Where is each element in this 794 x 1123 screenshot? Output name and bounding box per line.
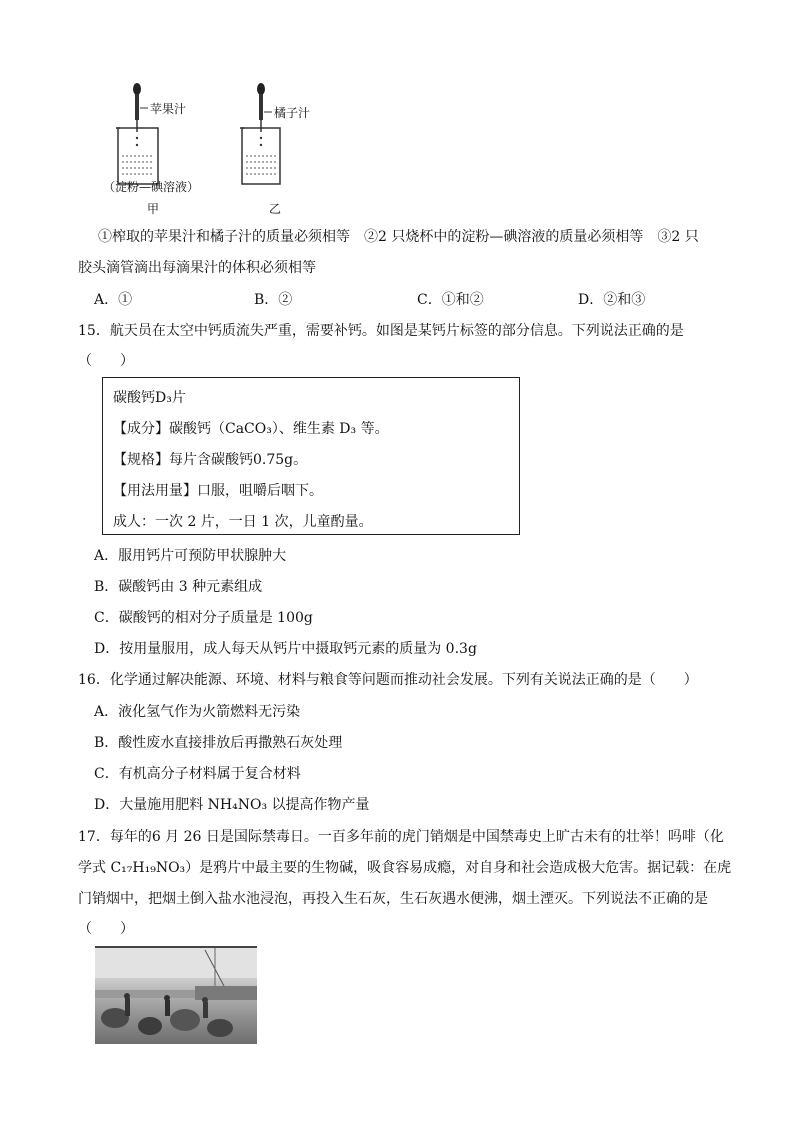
q15-option-d[interactable]: D．按用量服用，成人每天从钙片中摄取钙元素的质量为 0.3g	[94, 641, 477, 657]
q16-option-b[interactable]: B．酸性废水直接排放后再撒熟石灰处理	[94, 735, 343, 751]
label-usage: 【用法用量】口服，咀嚼后咽下。	[113, 483, 323, 499]
q15-stem-line2: （ ）	[78, 353, 134, 369]
beaker-right-icon	[240, 128, 280, 184]
q15-option-c[interactable]: C．碳酸钙的相对分子质量是 100g	[94, 610, 313, 626]
q16-option-c[interactable]: C．有机高分子材料属于复合材料	[94, 766, 301, 782]
q17-stem-line2: 学式 C₁₇H₁₉NO₃）是鸦片中最主要的生物碱，吸食容易成瘾，对自身和社会造成极大危害。据记载：在虎	[78, 860, 732, 876]
q14-statements-line1: ①榨取的苹果汁和橘子汁的质量必须相等 ②2 只烧杯中的淀粉—碘溶液的质量必须相等 ③2 只	[98, 229, 699, 245]
caption-left: 甲	[147, 202, 160, 216]
experiment-figure	[100, 80, 340, 220]
dropper-left-label: 苹果汁	[150, 102, 187, 116]
label-title: 碳酸钙D₃片	[113, 390, 186, 406]
q15-option-a[interactable]: A．服用钙片可预防甲状腺肿大	[94, 548, 287, 564]
q17-stem-line4: （ ）	[78, 921, 134, 937]
q16-option-a[interactable]: A．液化氢气作为火箭燃料无污染	[94, 704, 301, 720]
q15-stem-line1: 15．航天员在太空中钙质流失严重，需要补钙。如图是某钙片标签的部分信息。下列说法正确的是	[78, 323, 684, 339]
q16-option-d[interactable]: D．大量施用肥料 NH₄NO₃ 以提高作物产量	[94, 797, 370, 813]
q14-statements-line2: 胶头滴管滴出每滴果汁的体积必须相等	[78, 260, 316, 276]
beaker-left-icon	[116, 128, 158, 184]
q15-option-b[interactable]: B．碳酸钙由 3 种元素组成	[94, 579, 263, 595]
caption-right: 乙	[269, 202, 282, 216]
label-dosage: 成人：一次 2 片，一日 1 次，儿童酌量。	[113, 514, 373, 530]
beaker-left-caption: （淀粉—碘溶液）	[103, 180, 200, 194]
q17-stem-line1: 17．每年的6 月 26 日是国际禁毒日。一百多年前的虎门销烟是中国禁毒史上旷古未有的壮举！吗啡（化	[78, 829, 724, 845]
humen-opium-destruction-photo	[95, 946, 257, 1044]
label-ingredients: 【成分】碳酸钙（CaCO₃）、维生素 D₃ 等。	[113, 421, 389, 437]
label-spec: 【规格】每片含碳酸钙0.75g。	[113, 452, 308, 468]
q14-option-a[interactable]: A．①	[94, 292, 133, 308]
dropper-right-label: 橘子汁	[274, 106, 311, 120]
q14-option-c[interactable]: C．①和②	[417, 292, 484, 308]
dropper-left-icon	[133, 83, 148, 132]
q16-stem: 16．化学通过解决能源、环境、材料与粮食等问题而推动社会发展。下列有关说法正确的是（ ）	[78, 672, 698, 688]
calcium-tablet-label	[102, 377, 520, 535]
dropper-right-icon	[257, 83, 272, 132]
q14-option-b[interactable]: B．②	[254, 292, 293, 308]
q17-stem-line3: 门销烟中，把烟土倒入盐水池浸泡，再投入生石灰，生石灰遇水便沸，烟土湮灭。下列说法不正确的是	[78, 891, 708, 907]
q14-option-d[interactable]: D．②和③	[578, 292, 646, 308]
